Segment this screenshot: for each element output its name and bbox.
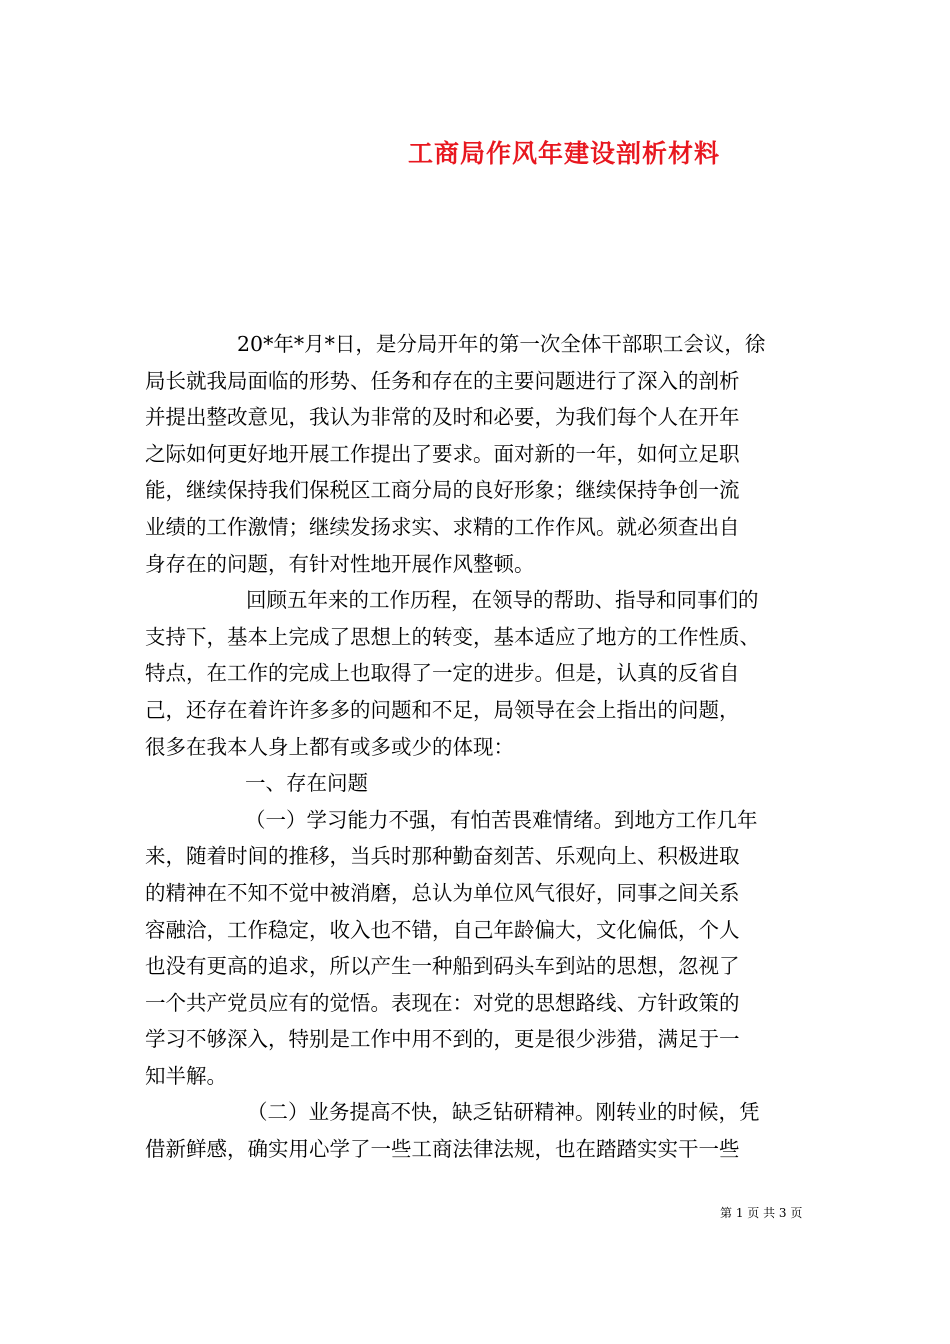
paragraph-line: （二）业务提高不快，缺乏钻研精神。刚转业的时候，凭 bbox=[247, 1100, 760, 1125]
paragraph-line: 很多在我本人身上都有或多或少的体现： bbox=[145, 734, 514, 759]
paragraph-line: 来，随着时间的推移，当兵时那种勤奋刻苦、乐观向上、积极进取 bbox=[145, 844, 740, 869]
paragraph-line: （一）学习能力不强，有怕苦畏难情绪。到地方工作几年 bbox=[245, 807, 758, 832]
paragraph-line: 局长就我局面临的形势、任务和存在的主要问题进行了深入的剖析 bbox=[145, 368, 740, 393]
paragraph-line: 也没有更高的追求，所以产生一种船到码头车到站的思想，忽视了 bbox=[145, 954, 740, 979]
paragraph-line: 一个共产党员应有的觉悟。表现在：对党的思想路线、方针政策的 bbox=[145, 990, 740, 1015]
document-title: 工商局作风年建设剖析材料 bbox=[407, 139, 720, 168]
paragraph-line: 身存在的问题，有针对性地开展作风整顿。 bbox=[145, 551, 535, 576]
paragraph-line: 能，继续保持我们保税区工商分局的良好形象；继续保持争创一流 bbox=[145, 478, 740, 503]
paragraph-line: 回顾五年来的工作历程，在领导的帮助、指导和同事们的 bbox=[246, 588, 759, 613]
paragraph-line: 学习不够深入，特别是工作中用不到的，更是很少涉猎，满足于一 bbox=[145, 1027, 740, 1052]
paragraph-line: 并提出整改意见，我认为非常的及时和必要，为我们每个人在开年 bbox=[145, 405, 740, 430]
paragraph-line: 之际如何更好地开展工作提出了要求。面对新的一年，如何立足职 bbox=[145, 441, 740, 466]
paragraph-line: 业绩的工作激情；继续发扬求实、求精的工作作风。就必须查出自 bbox=[145, 514, 740, 539]
document-body bbox=[145, 326, 805, 1168]
paragraph-line: 知半解。 bbox=[145, 1063, 227, 1088]
paragraph-line: 20*年*月*日，是分局开年的第一次全体干部职工会议，徐 bbox=[237, 332, 766, 356]
section-heading: 一、存在问题 bbox=[245, 771, 368, 796]
page-number: 第 1 页 共 3 页 bbox=[720, 1206, 803, 1220]
paragraph-line: 支持下，基本上完成了思想上的转变，基本适应了地方的工作性质、 bbox=[145, 624, 760, 649]
paragraph-line: 借新鲜感，确实用心学了一些工商法律法规，也在踏踏实实干一些 bbox=[145, 1137, 740, 1162]
paragraph-line: 容融洽，工作稳定，收入也不错，自己年龄偏大，文化偏低，个人 bbox=[145, 917, 740, 942]
paragraph-line: 的精神在不知不觉中被消磨，总认为单位风气很好，同事之间关系 bbox=[145, 880, 740, 905]
paragraph-line: 特点，在工作的完成上也取得了一定的进步。但是，认真的反省自 bbox=[145, 661, 740, 686]
paragraph-line: 己，还存在着许许多多的问题和不足，局领导在会上指出的问题， bbox=[145, 697, 740, 722]
